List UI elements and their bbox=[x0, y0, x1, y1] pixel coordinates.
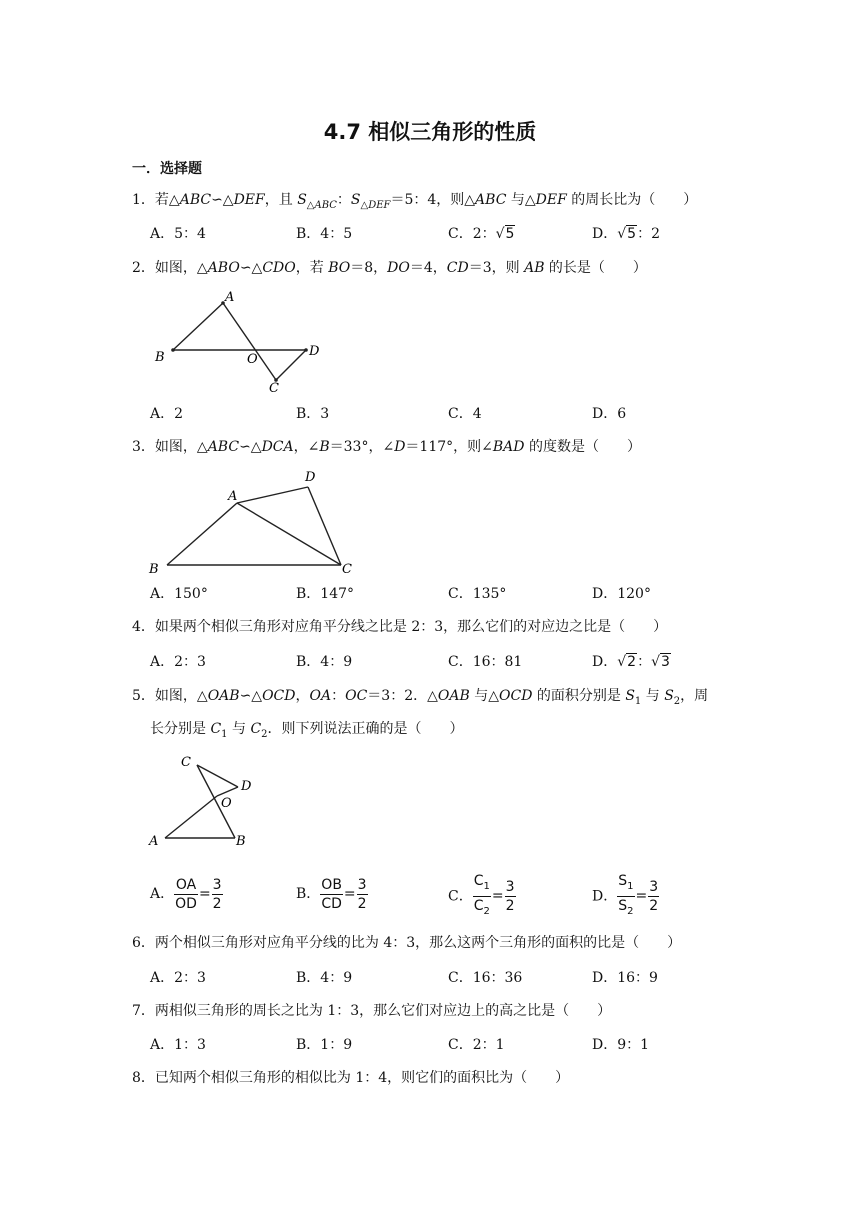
option-d[interactable]: D． $\frac{S_1}{S_2}$ = $\frac{3}{2}$ bbox=[592, 872, 659, 921]
label-c: C bbox=[342, 562, 352, 577]
question-5-options bbox=[150, 872, 750, 916]
option-b[interactable]: B．4：9 bbox=[296, 970, 353, 986]
option-a[interactable]: A．1：3 bbox=[150, 1037, 206, 1053]
label-b: B bbox=[149, 562, 159, 577]
question-6: 6．两个相似三角形对应角平分线的比为 4：3，那么这两个三角形的面积的比是（ ） bbox=[132, 935, 682, 951]
fraction: $\frac{3}{2}$ bbox=[357, 876, 367, 912]
section-heading: 一．选择题 bbox=[132, 161, 202, 177]
option-c[interactable]: C．2：√5 bbox=[448, 222, 515, 246]
fraction: $\frac{C_1}{C_2}$ bbox=[473, 873, 490, 917]
label-c: C bbox=[269, 381, 279, 395]
option-b[interactable]: B．1：9 bbox=[296, 1037, 353, 1053]
question-4: 4．如果两个相似三角形对应角平分线之比是 2：3，那么它们的对应边之比是（ ） bbox=[132, 619, 668, 635]
question-5-line-1: 5．如图，△OAB∽△OCD，OA：OC＝3：2．△OAB 与△OCD 的面积分别是 $S_1$ 与 $S_2$，周 bbox=[132, 688, 709, 707]
question-6-options bbox=[150, 966, 750, 990]
option-d[interactable]: D．9：1 bbox=[592, 1037, 650, 1053]
label-b: B bbox=[236, 834, 246, 849]
option-c[interactable]: C．16：81 bbox=[448, 654, 523, 670]
label-a: A bbox=[225, 290, 235, 305]
question-2-options bbox=[150, 402, 750, 426]
option-c[interactable]: C． $\frac{C_1}{C_2}$ = $\frac{3}{2}$ bbox=[448, 872, 516, 921]
option-d[interactable]: D．6 bbox=[592, 406, 627, 422]
sqrt-symbol: √5 bbox=[617, 226, 637, 242]
question-1: 1．若△ABC∽△DEF，且 $S_{\triangle ABC}$：$S_{\triangle DEF}=5$：4，则△ABC 与△DEF 的周长比为（ ） bbox=[132, 192, 698, 211]
option-a[interactable]: A．2：3 bbox=[150, 654, 206, 670]
sqrt-symbol: √2 bbox=[617, 654, 637, 670]
label-d: D bbox=[305, 470, 316, 485]
label-o: O bbox=[221, 796, 232, 811]
fraction: $\frac{3}{2}$ bbox=[505, 878, 515, 914]
fraction: $\frac{3}{2}$ bbox=[212, 876, 222, 912]
question-4-options bbox=[150, 650, 750, 674]
option-d[interactable]: D．16：9 bbox=[592, 970, 658, 986]
figure-5-diagram bbox=[145, 750, 275, 855]
option-d[interactable]: D．√2：√3 bbox=[592, 650, 671, 674]
question-2: 2．如图，△ABO∽△CDO，若 BO＝8，DO＝4，CD＝3，则 AB 的长是（ ） bbox=[132, 260, 647, 276]
label-a: A bbox=[149, 834, 159, 849]
label-d: D bbox=[241, 779, 252, 794]
sqrt-symbol: √3 bbox=[651, 654, 670, 670]
question-7-options bbox=[150, 1033, 750, 1057]
label-c: C bbox=[181, 755, 191, 770]
option-c[interactable]: C．4 bbox=[448, 406, 482, 422]
option-a[interactable]: A． $\frac{OA}{OD}$ = $\frac{3}{2}$ bbox=[150, 876, 222, 912]
question-3-options bbox=[150, 582, 750, 606]
option-d[interactable]: D．√5：2 bbox=[592, 222, 660, 246]
figure-3-diagram bbox=[145, 465, 365, 580]
fraction: $\frac{3}{2}$ bbox=[649, 878, 659, 914]
fraction: $\frac{S_1}{S_2}$ bbox=[618, 873, 634, 917]
option-c[interactable]: C．16：36 bbox=[448, 970, 523, 986]
fraction: $\frac{OB}{CD}$ bbox=[321, 876, 342, 912]
label-a: A bbox=[228, 489, 238, 504]
option-b[interactable]: B． $\frac{OB}{CD}$ = $\frac{3}{2}$ bbox=[296, 876, 367, 912]
option-b[interactable]: B．4：5 bbox=[296, 226, 353, 242]
option-b[interactable]: B．3 bbox=[296, 406, 330, 422]
question-7: 7．两相似三角形的周长之比为 1：3，那么它们对应边上的高之比是（ ） bbox=[132, 1003, 612, 1019]
option-c[interactable]: C．135° bbox=[448, 586, 507, 602]
option-a[interactable]: A．150° bbox=[150, 586, 208, 602]
question-5-line-2: 长分别是 $C_1$ 与 $C_2$．则下列说法正确的是（ ） bbox=[150, 721, 464, 740]
question-8: 8．已知两个相似三角形的相似比为 1：4，则它们的面积比为（ ） bbox=[132, 1070, 570, 1086]
option-a[interactable]: A．2：3 bbox=[150, 970, 206, 986]
label-b: B bbox=[155, 350, 165, 365]
option-c[interactable]: C．2：1 bbox=[448, 1037, 505, 1053]
label-d: D bbox=[309, 344, 320, 359]
option-a[interactable]: A．5：4 bbox=[150, 226, 206, 242]
figure-2-diagram bbox=[145, 285, 345, 395]
question-1-options bbox=[150, 222, 750, 246]
option-b[interactable]: B．147° bbox=[296, 586, 355, 602]
page-title: 4.7 相似三角形的性质 bbox=[323, 120, 537, 144]
fraction: $\frac{OA}{OD}$ bbox=[175, 876, 197, 912]
option-a[interactable]: A．2 bbox=[150, 406, 184, 422]
option-b[interactable]: B．4：9 bbox=[296, 654, 353, 670]
option-d[interactable]: D．120° bbox=[592, 586, 651, 602]
label-o: O bbox=[247, 352, 258, 367]
question-3: 3．如图，△ABC∽△DCA，∠B＝33°，∠D＝117°，则∠BAD 的度数是（ ） bbox=[132, 439, 641, 455]
sqrt-symbol: √5 bbox=[495, 226, 515, 242]
